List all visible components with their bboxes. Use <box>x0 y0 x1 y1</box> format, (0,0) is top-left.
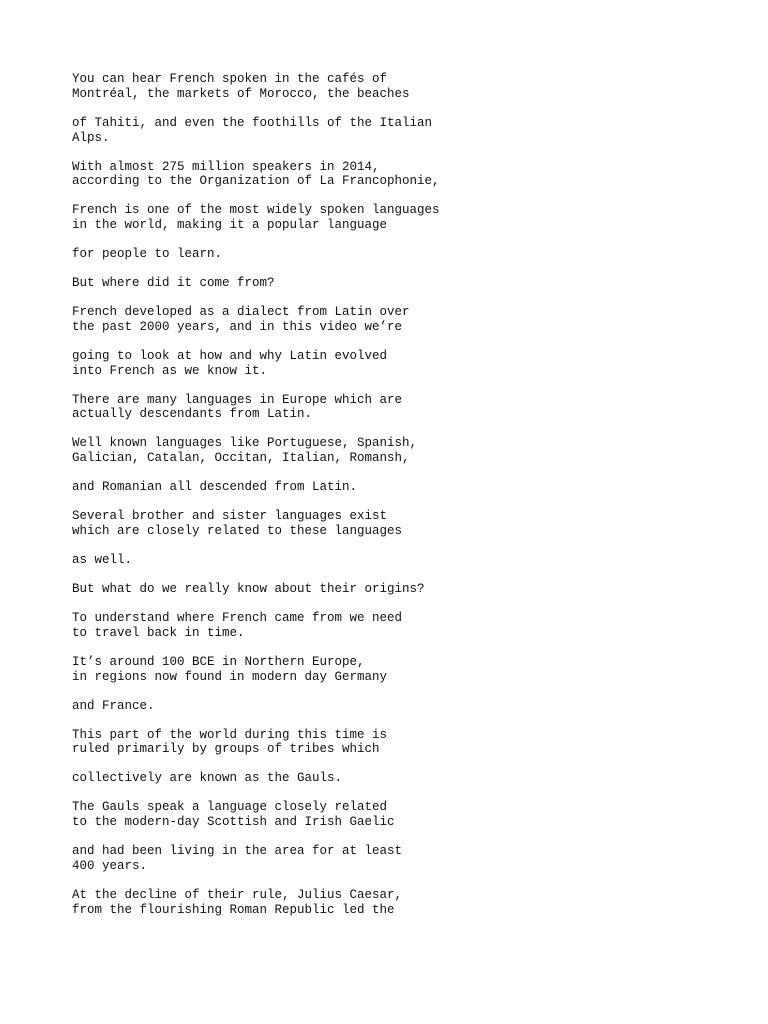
text-paragraph <box>72 655 712 685</box>
text-line: as well. <box>72 552 133 567</box>
text-line: But what do we really know about their origins? <box>72 581 425 596</box>
text-line: and France. <box>72 698 155 713</box>
text-paragraph <box>72 349 712 379</box>
text-line: With almost 275 million speakers in 2014, <box>72 159 380 174</box>
text-line: Well known languages like Portuguese, Spanish, <box>72 436 418 451</box>
text-line: for people to learn. <box>72 247 223 262</box>
text-line: in regions now found in modern day Germany <box>72 669 388 684</box>
text-paragraph <box>72 553 712 568</box>
text-line: To understand where French came from we need <box>72 610 403 625</box>
text-paragraph <box>72 436 712 466</box>
text-paragraph <box>72 247 712 262</box>
text-paragraph <box>72 844 712 874</box>
text-line: to travel back in time. <box>72 625 245 640</box>
text-line: to the modern-day Scottish and Irish Gaelic <box>72 815 395 830</box>
document-page <box>72 72 712 932</box>
text-line: ruled primarily by groups of tribes which <box>72 742 380 757</box>
text-line: The Gauls speak a language closely related <box>72 800 388 815</box>
text-line: Several brother and sister languages exist <box>72 509 388 524</box>
text-paragraph <box>72 611 712 641</box>
text-paragraph <box>72 728 712 758</box>
text-line: of Tahiti, and even the foothills of the Italian <box>72 115 433 130</box>
text-line: actually descendants from Latin. <box>72 407 313 422</box>
text-line: French is one of the most widely spoken languages <box>72 203 440 218</box>
text-paragraph <box>72 305 712 335</box>
text-paragraph <box>72 771 712 786</box>
text-line: collectively are known as the Gauls. <box>72 771 343 786</box>
text-line: from the flourishing Roman Republic led the <box>72 902 395 917</box>
text-line: It’s around 100 BCE in Northern Europe, <box>72 654 365 669</box>
text-line: French developed as a dialect from Latin over <box>72 305 410 320</box>
text-line: Montréal, the markets of Morocco, the beaches <box>72 86 410 101</box>
text-line: and had been living in the area for at least <box>72 844 403 859</box>
text-line: the past 2000 years, and in this video we’re <box>72 319 403 334</box>
text-line: which are closely related to these languages <box>72 524 403 538</box>
text-line: into French as we know it. <box>72 363 268 378</box>
text-paragraph <box>72 72 712 102</box>
text-paragraph <box>72 699 712 714</box>
text-paragraph <box>72 116 712 146</box>
text-line: 400 years. <box>72 858 148 873</box>
text-line: according to the Organization of La Francophonie, <box>72 174 440 189</box>
text-paragraph <box>72 160 712 190</box>
text-paragraph <box>72 888 712 918</box>
text-line: There are many languages in Europe which are <box>72 392 403 407</box>
text-line: At the decline of their rule, Julius Caesar, <box>72 887 403 902</box>
text-paragraph <box>72 800 712 830</box>
text-paragraph <box>72 203 712 233</box>
text-line: This part of the world during this time is <box>72 727 388 742</box>
text-line: and Romanian all descended from Latin. <box>72 480 358 495</box>
text-paragraph <box>72 582 712 597</box>
text-paragraph <box>72 480 712 495</box>
text-line: Alps. <box>72 130 110 145</box>
text-line: But where did it come from? <box>72 276 275 291</box>
text-paragraph <box>72 509 712 539</box>
text-paragraph <box>72 393 712 423</box>
text-paragraph <box>72 276 712 291</box>
text-line: in the world, making it a popular language <box>72 218 388 233</box>
text-line: going to look at how and why Latin evolved <box>72 348 388 363</box>
text-line: Galician, Catalan, Occitan, Italian, Romansh, <box>72 451 410 466</box>
text-line: You can hear French spoken in the cafés of <box>72 72 388 86</box>
